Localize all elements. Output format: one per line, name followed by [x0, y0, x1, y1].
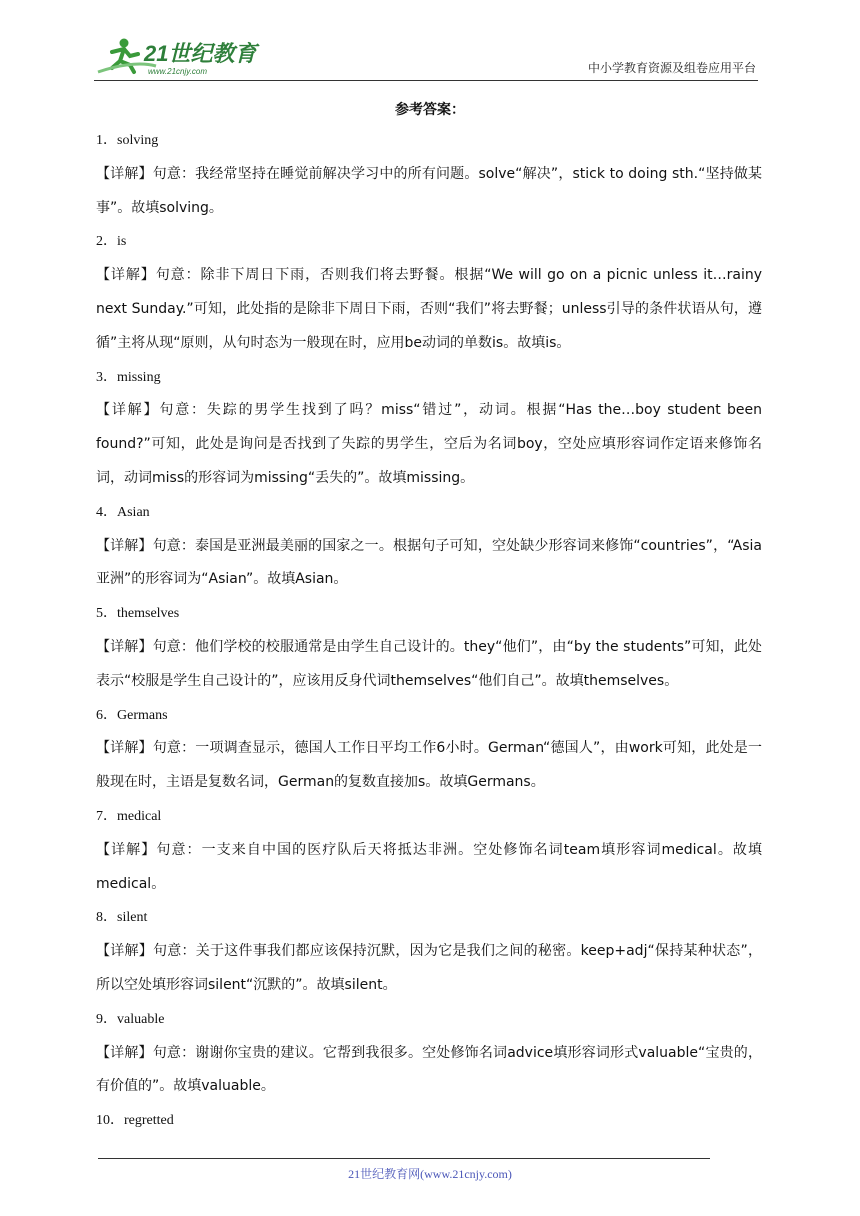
footer-divider — [98, 1158, 710, 1159]
detail-3: 【详解】句意：失踪的男学生找到了吗？miss“错过”，动词。根据“Has the…boy student been found?”可知，此处是询问是否找到了失踪的男学生，空后为名词boy，空处应填形容词作定语来修饰名词，动词miss的形容词为missing“丢失的”。故填missing。 — [96, 402, 762, 486]
detail-2: 【详解】句意：除非下周日下雨，否则我们将去野餐。根据“We will go on a picnic unless it…rainy next Sunday.”可知，此处指的是除非下周日下雨，否则“我们”将去野餐；unless引导的条件状语从句，遵循”主将从现“原则，从句时态为一般现在时，应用be动词的单数is。故填is。 — [96, 267, 762, 351]
detail-4: 【详解】句意：泰国是亚洲最美丽的国家之一。根据句子可知，空处缺少形容词来修饰“countries”，“Asia亚洲”的形容词为“Asian”。故填Asian。 — [96, 537, 762, 588]
answer-5: 5．themselves — [96, 606, 180, 622]
site-logo[interactable] — [94, 34, 264, 78]
platform-name: 中小学教育资源及组卷应用平台 — [587, 61, 756, 75]
detail-6: 【详解】句意：一项调查显示，德国人工作日平均工作6小时。German“德国人”，由work可知，此处是一般现在时，主语是复数名词，German的复数直接加s。故填Germans。 — [96, 740, 762, 791]
detail-8: 【详解】句意：关于这件事我们都应该保持沉默，因为它是我们之间的秘密。keep+adj“保持某种状态”，所以空处填形容词silent“沉默的”。故填silent。 — [96, 943, 762, 993]
footer-link[interactable]: 21世纪教育网(www.21cnjy.com) — [348, 1167, 512, 1181]
answer-4: 4．Asian — [96, 504, 150, 520]
detail-7: 【详解】句意：一支来自中国的医疗队后天将抵达非洲。空处修饰名词team填形容词medical。故填medical。 — [96, 841, 762, 892]
page-title: 参考答案： — [395, 102, 465, 118]
detail-1: 【详解】句意：我经常坚持在睡觉前解决学习中的所有问题。solve“解决”，stick to doing sth.“坚持做某事”。故填solving。 — [96, 165, 762, 216]
detail-5: 【详解】句意：他们学校的校服通常是由学生自己设计的。they“他们”，由“by the students”可知，此处表示“校服是学生自己设计的”，应该用反身代词themselves“他们自己”。故填themselves。 — [96, 638, 762, 689]
page-header — [94, 34, 758, 81]
answer-8: 8．silent — [96, 910, 148, 926]
answer-7: 7．medical — [96, 808, 162, 824]
answer-9: 9．valuable — [96, 1011, 165, 1027]
answer-2: 2．is — [96, 234, 127, 250]
runner-logo-icon — [94, 34, 264, 78]
answer-10: 10．regretted — [96, 1113, 174, 1129]
answer-1: 1．solving — [96, 133, 159, 148]
detail-9: 【详解】句意：谢谢你宝贵的建议。它帮到我很多。空处修饰名词advice填形容词形式valuable“宝贵的，有价值的”。故填valuable。 — [96, 1044, 762, 1095]
svg-text:21世纪教育: 21世纪教育 — [144, 41, 257, 66]
svg-text:www.21cnjy.com: www.21cnjy.com — [148, 67, 207, 76]
answer-list — [96, 124, 762, 1138]
answer-6: 6．Germans — [96, 707, 168, 723]
answer-3: 3．missing — [96, 369, 161, 385]
